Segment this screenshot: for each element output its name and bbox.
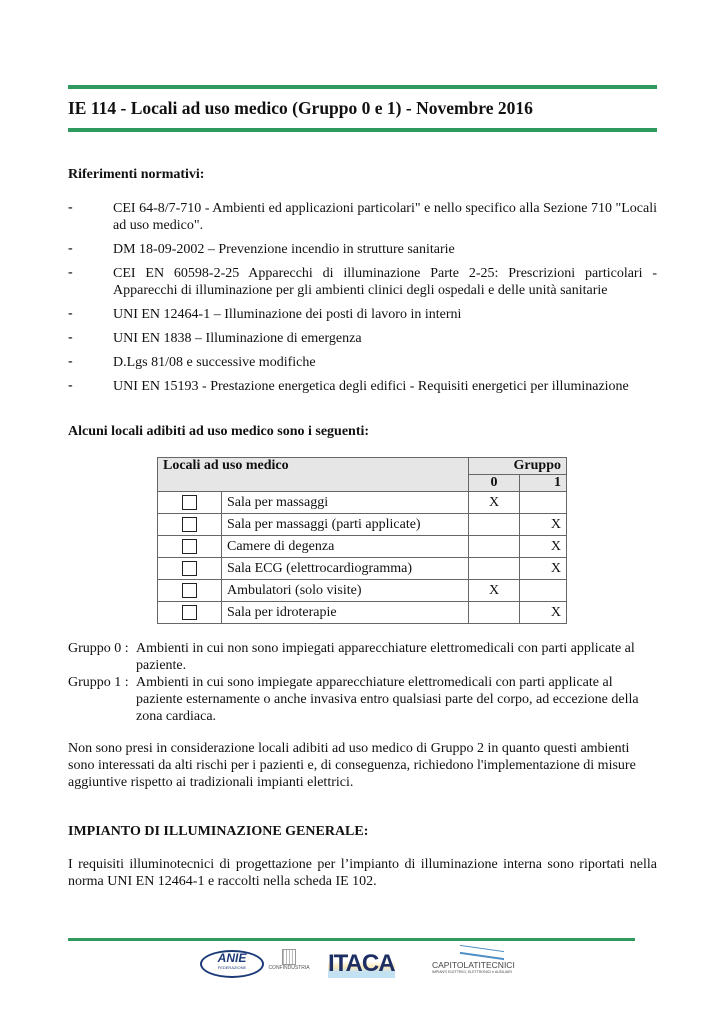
top-divider: [68, 85, 657, 89]
row-name: Sala ECG (elettrocardiogramma): [222, 558, 469, 580]
checkbox[interactable]: [182, 495, 197, 510]
header-locali: Locali ad uso medico: [158, 458, 469, 492]
list-bullet: -: [68, 241, 73, 256]
anie-logo: [200, 950, 264, 978]
list-item: DM 18-09-2002 – Prevenzione incendio in strutture sanitarie: [113, 242, 455, 257]
row-gruppo-0: [469, 602, 520, 624]
gruppo1-text: Ambienti in cui sono impiegate apparecchiature elettromedicali con parti applicate al paziente esternamente o anche invasiva entro qualsiasi parte del corpo, ad eccezione della zona cardiaca.: [136, 675, 639, 724]
capitolati-text: CAPITOLATITECNICI: [432, 960, 515, 970]
list-item: UNI EN 12464-1 – Illuminazione dei posti di lavoro in interni: [113, 307, 462, 322]
row-name: Sala per idroterapie: [222, 602, 469, 624]
checkbox[interactable]: [182, 539, 197, 554]
header-gruppo: Gruppo: [469, 458, 567, 475]
checkbox[interactable]: [182, 517, 197, 532]
table-row: [158, 558, 567, 580]
confindustria-emblem-icon: [282, 949, 296, 965]
row-checkbox-cell: [158, 558, 222, 580]
list-item: UNI EN 15193 - Prestazione energetica degli edifici - Requisiti energetici per illuminazione: [113, 379, 629, 394]
row-gruppo-1: X: [520, 602, 567, 624]
table-row: [158, 602, 567, 624]
list-item: CEI 64-8/7-710 - Ambienti ed applicazioni particolari" e nello specifico alla Sezione 710 "Locali ad uso medico".: [113, 201, 657, 233]
gruppo2-paragraph: Non sono presi in considerazione locali adibiti ad uso medico di Gruppo 2 in quanto questi ambienti sono interessati da alti rischi per i pazienti e, di conseguenza, richiedono l'implementazione di misure aggiuntive rispetto ai tradizionali impianti elettrici.: [68, 741, 636, 790]
checkbox[interactable]: [182, 561, 197, 576]
table-row: [158, 514, 567, 536]
row-name: Camere di degenza: [222, 536, 469, 558]
list-bullet: -: [68, 378, 73, 393]
gruppo0-label: Gruppo 0 :: [68, 641, 129, 656]
locali-heading: Alcuni locali adibiti ad uso medico sono i seguenti:: [68, 424, 370, 439]
locali-table: [157, 457, 567, 624]
row-gruppo-0: [469, 558, 520, 580]
title-divider: [68, 128, 657, 132]
itaca-logo: ITACA: [328, 950, 395, 977]
anie-sub: FEDERAZIONE: [217, 965, 247, 970]
gruppo0-definition: [68, 640, 657, 674]
header-col-1: 1: [520, 475, 567, 492]
table-row: [158, 492, 567, 514]
capitolati-sub: IMPIANTI ELETTRICI, ELETTRONICI e AUSILIARI: [432, 970, 512, 974]
list-item: UNI EN 1838 – Illuminazione di emergenza: [113, 331, 362, 346]
list-bullet: -: [68, 354, 73, 369]
row-checkbox-cell: [158, 514, 222, 536]
row-gruppo-1: X: [520, 558, 567, 580]
row-gruppo-1: X: [520, 514, 567, 536]
table-row: [158, 536, 567, 558]
header-col-0: 0: [469, 475, 520, 492]
gruppo1-label: Gruppo 1 :: [68, 675, 129, 690]
footer-divider: [68, 938, 635, 941]
row-gruppo-0: [469, 536, 520, 558]
row-checkbox-cell: [158, 492, 222, 514]
row-name: Sala per massaggi: [222, 492, 469, 514]
page-title: IE 114 - Locali ad uso medico (Gruppo 0 e 1) - Novembre 2016: [68, 98, 533, 118]
row-gruppo-1: X: [520, 536, 567, 558]
table-row: [158, 580, 567, 602]
list-item: CEI EN 60598-2-25 Apparecchi di illuminazione Parte 2-25: Prescrizioni particolari - Apparecchi di illuminazione per gli ambienti clinici degli ospedali e delle unità sanitarie: [113, 266, 657, 298]
capitolati-logo: [432, 948, 537, 974]
row-checkbox-cell: [158, 580, 222, 602]
row-gruppo-1: [520, 492, 567, 514]
row-gruppo-0: [469, 514, 520, 536]
gruppo0-text: Ambienti in cui non sono impiegati apparecchiature elettromedicali con parti applicate al paziente.: [136, 641, 635, 673]
confindustria-text: CONFINDUSTRIA: [268, 965, 310, 971]
list-bullet: -: [68, 200, 73, 215]
row-name: Ambulatori (solo visite): [222, 580, 469, 602]
list-bullet: -: [68, 306, 73, 321]
list-bullet: -: [68, 265, 73, 280]
row-gruppo-1: [520, 580, 567, 602]
list-bullet: -: [68, 330, 73, 345]
impianto-paragraph: I requisiti illuminotecnici di progettazione per l’impianto di illuminazione interna sono riportati nella norma UNI EN 12464-1 e raccolti nella scheda IE 102.: [68, 857, 657, 889]
impianto-heading: IMPIANTO DI ILLUMINAZIONE GENERALE:: [68, 824, 369, 839]
row-checkbox-cell: [158, 602, 222, 624]
anie-text: ANIE: [217, 951, 247, 965]
row-gruppo-0: X: [469, 580, 520, 602]
confindustria-logo: [265, 949, 313, 971]
row-checkbox-cell: [158, 536, 222, 558]
row-name: Sala per massaggi (parti applicate): [222, 514, 469, 536]
list-item: D.Lgs 81/08 e successive modifiche: [113, 355, 316, 370]
row-gruppo-0: X: [469, 492, 520, 514]
checkbox[interactable]: [182, 583, 197, 598]
capitolati-book-icon: [460, 945, 504, 960]
checkbox[interactable]: [182, 605, 197, 620]
references-heading: Riferimenti normativi:: [68, 167, 205, 182]
gruppo1-definition: [68, 674, 657, 725]
